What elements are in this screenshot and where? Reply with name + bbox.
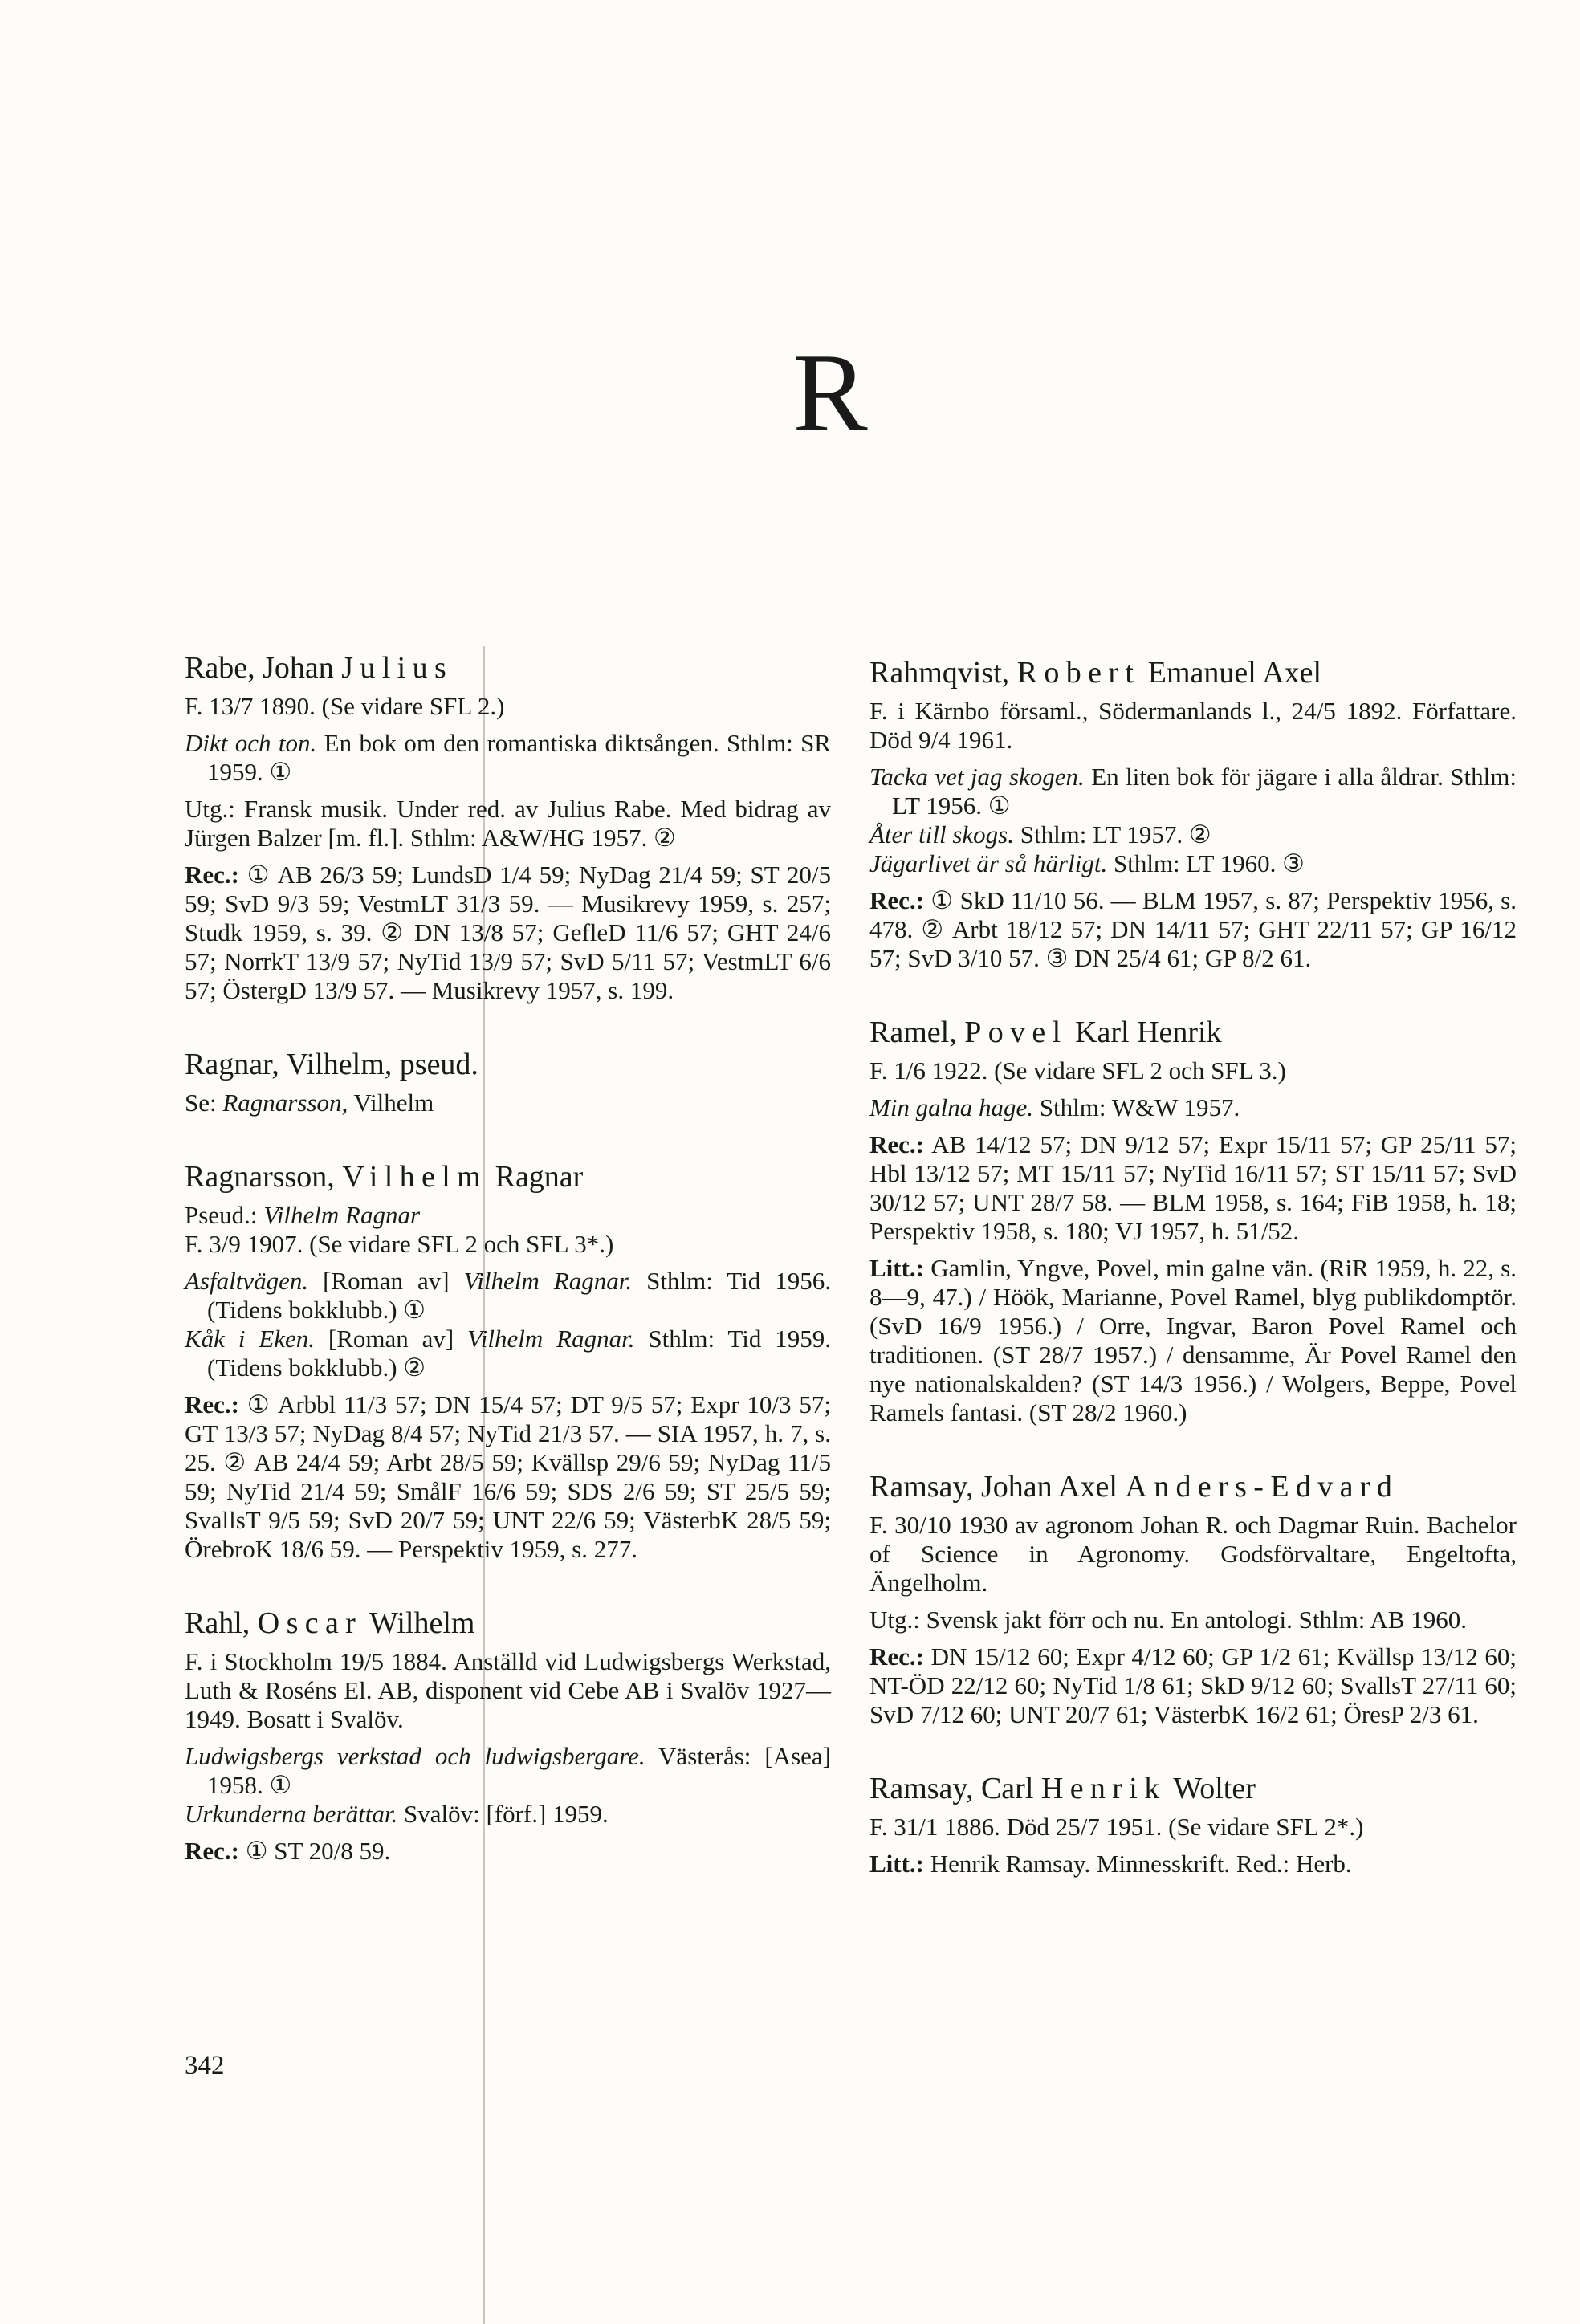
birth-line: F. 3/9 1907. (Se vidare SFL 2 och SFL 3*.) [185,1230,614,1258]
entry-rahl [185,1604,831,1866]
biography: F. i Stockholm 19/5 1884. Anställd vid Ludwigsbergs Werkstad, Luth & Roséns El. AB, disponent vid Cebe AB i Svalöv 1927—1949. Bosatt i Svalöv. [185,1647,831,1733]
work-title: Dikt och ton. [185,729,317,757]
entry-heading: Ramsay, Carl Henrik Wolter [869,1772,1256,1805]
given-name: Povel [964,1015,1068,1049]
given-name: Henrik [1040,1772,1167,1805]
work-item: Urkunderna berättar. Svalöv: [förf.] 1959. [185,1800,609,1828]
entry-heading: Rabe, Johan Julius [185,651,454,685]
work-item: Åter till skogs. Sthlm: LT 1957. ② [869,820,1211,849]
literature: Litt.: Henrik Ramsay. Minnesskrift. Red.: Herb. [869,1850,1352,1878]
section-letter: R [792,331,868,455]
entry-ramsay-carl [869,1769,1517,1878]
given-name: Vilhelm [342,1160,488,1194]
reviews: Rec.: ① AB 26/3 59; LundsD 1/4 59; NyDag 21/4 59; ST 20/5 59; SvD 9/3 59; VestmLT 31/3 59. — Musikrevy 1959, s. 257; Studk 1959, s. 39. ② DN 13/8 57; GefleD 11/6 57; GHT 24/6 57; NorrkT 13/9 57; NyTid 13/9 57; SvD 5/11 57; VestmLT 6/6 57; ÖstergD 13/9 57. — Musikrevy 1957, s. 199. [185,861,831,1004]
work-item: Kåk i Eken. [Roman av] Vilhelm Ragnar. Sthlm: Tid 1959. (Tidens bokklubb.) ② [185,1325,831,1382]
entry-ragnarsson [185,1158,831,1564]
birth-line: F. 1/6 1922. (Se vidare SFL 2 och SFL 3.) [869,1056,1286,1085]
work-item: Min galna hage. Sthlm: W&W 1957. [869,1093,1240,1121]
right-column [869,653,1517,1919]
page-number: 342 [185,2051,225,2080]
see-reference: Se: Ragnarsson, Vilhelm [185,1089,434,1117]
reviews: Rec.: ① SkD 11/10 56. — BLM 1957, s. 87; Perspektiv 1956, s. 478. ② Arbt 18/12 57; DN 14/11 57; GHT 22/11 57; GP 16/12 57; SvD 3/10 57. ③ DN 25/4 61; GP 8/2 61. [869,886,1517,972]
birth-line: F. 13/7 1890. (Se vidare SFL 2.) [185,692,505,720]
work-item: Asfaltvägen. [Roman av] Vilhelm Ragnar. Sthlm: Tid 1956. (Tidens bokklubb.) ① [185,1267,831,1324]
edited-work: Utg.: Fransk musik. Under red. av Julius Rabe. Med bidrag av Jürgen Balzer [m. fl.]. Sthlm: A&W/HG 1957. ② [185,795,831,852]
entry-heading: Ramsay, Johan Axel Anders-Edvard [869,1470,1399,1504]
work-item: Tacka vet jag skogen. En liten bok för jägare i alla åldrar. Sthlm: LT 1956. ① [869,763,1517,820]
reviews: Rec.: ① Arbbl 11/3 57; DN 15/4 57; DT 9/5 57; Expr 10/3 57; GT 13/3 57; NyDag 8/4 57; NyTid 21/3 57. — SIA 1957, h. 7, s. 25. ② AB 24/4 59; Arbt 28/5 59; Kvällsp 29/6 59; NyDag 11/5 59; NyTid 21/4 59; SmålF 16/6 59; SDS 2/6 59; ST 25/5 59; SvallsT 9/5 59; SvD 20/7 59; UNT 22/6 59; VästerbK 28/5 59; ÖrebroK 18/6 59. — Perspektiv 1959, s. 277. [185,1390,831,1563]
entry-heading: Rahl, Oscar Wilhelm [185,1606,475,1640]
left-column [185,649,831,1906]
literature: Litt.: Gamlin, Yngve, Povel, min galne vän. (RiR 1959, h. 22, s. 8—9, 47.) / Höök, Marianne, Povel Ramel, blyg publikdomptör. (SvD 16/9 1956.) / Orre, Ingvar, Baron Povel Ramel och traditionen. (ST 28/7 1957.) / densamme, Är Povel Ramel den nye nationalskalden? (ST 14/3 1956.) / Wolgers, Beppe, Povel Ramels fantasi. (ST 28/2 1960.) [869,1254,1517,1427]
reviews: Rec.: DN 15/12 60; Expr 4/12 60; GP 1/2 61; Kvällsp 13/12 60; NT-ÖD 22/12 60; NyTid 1/8 61; SkD 9/12 60; SvallsT 27/11 60; SvD 7/12 60; UNT 20/7 61; VästerbK 16/2 61; ÖresP 2/3 61. [869,1642,1517,1728]
entry-ramel [869,1013,1517,1427]
birth-line: F. 31/1 1886. Död 25/7 1951. (Se vidare SFL 2*.) [869,1813,1364,1841]
entry-rabe [185,649,831,1005]
biography: F. 30/10 1930 av agronom Johan R. och Dagmar Ruin. Bachelor of Science in Agronomy. Godsförvaltare, Engeltofta, Ängelholm. [869,1511,1517,1597]
work-item: Ludwigsbergs verkstad och ludwigsbergare. Västerås: [Asea] 1958. ① [185,1742,831,1799]
given-name: Julius [341,651,454,685]
edited-work: Utg.: Svensk jakt förr och nu. En antologi. Sthlm: AB 1960. [869,1606,1467,1634]
entry-rahmqvist [869,653,1517,973]
reviews: Rec.: AB 14/12 57; DN 9/12 57; Expr 15/11 57; GP 25/11 57; Hbl 13/12 57; MT 15/11 57; NyTid 16/11 57; ST 15/11 57; SvD 30/12 57; UNT 28/7 58. — BLM 1958, s. 164; FiB 1958, h. 18; Perspektiv 1958, s. 180; VJ 1957, h. 51/52. [869,1130,1517,1245]
entry-heading: Rahmqvist, Robert Emanuel Axel [869,656,1322,690]
reviews: Rec.: ① ST 20/8 59. [185,1837,391,1865]
entry-heading: Ramel, Povel Karl Henrik [869,1015,1222,1049]
work-item: Dikt och ton. En bok om den romantiska diktsången. Sthlm: SR 1959. ① [185,729,831,786]
work-item: Jägarlivet är så härligt. Sthlm: LT 1960. ③ [869,849,1305,877]
entry-ragnar [185,1045,831,1117]
entry-ramsay-johan [869,1467,1517,1729]
given-name: Oscar [257,1606,363,1640]
entry-heading: Ragnar, Vilhelm, pseud. [185,1048,478,1081]
given-name: Robert [1016,656,1141,690]
pseudonym-line: Pseud.: Vilhelm Ragnar [185,1201,421,1229]
entry-heading: Ragnarsson, Vilhelm Ragnar [185,1160,584,1194]
given-name: Anders-Edvard [1125,1470,1399,1504]
biography: F. i Kärnbo församl., Södermanlands l., 24/5 1892. Författare. Död 9/4 1961. [869,697,1517,754]
